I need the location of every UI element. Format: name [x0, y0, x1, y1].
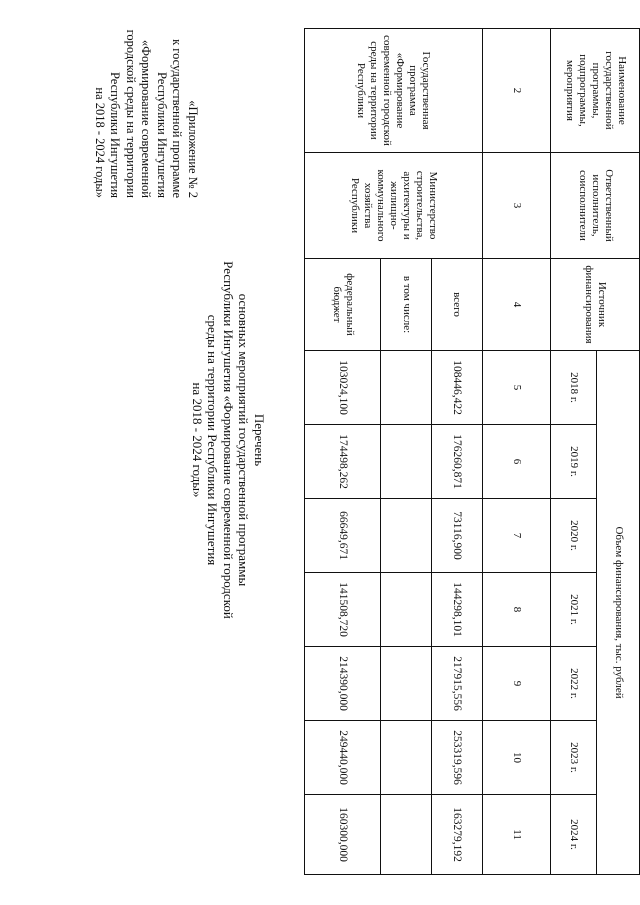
value-cell: 174498,262 [305, 425, 381, 499]
program-executor: Министерство строительства, архитектуры и жилищно-коммунального хозяйства Республики [305, 153, 483, 259]
document-title [190, 250, 268, 630]
col-number: 11 [482, 795, 551, 875]
value-cell [381, 795, 432, 875]
value-cell: 141508,720 [305, 573, 381, 647]
appendix-note [92, 28, 201, 198]
value-cell: 249440,000 [305, 721, 381, 795]
header-year-2021: 2021 г. [551, 573, 597, 647]
source-cell: федеральный бюджет [305, 259, 381, 351]
col-number: 5 [482, 351, 551, 425]
col-number: 8 [482, 573, 551, 647]
header-year-2023: 2023 г. [551, 721, 597, 795]
value-cell: 73116,900 [431, 499, 482, 573]
value-cell [381, 351, 432, 425]
value-cell [381, 499, 432, 573]
title-line: среды на территории Республики Ингушетия [205, 314, 221, 566]
value-cell: 163279,192 [431, 795, 482, 875]
col-number: 7 [482, 499, 551, 573]
appendix-line: Республики Ингушетия [155, 71, 169, 198]
value-cell: 66649,671 [305, 499, 381, 573]
header-year-2024: 2024 г. [551, 795, 597, 875]
header-year-2018: 2018 г. [551, 351, 597, 425]
value-cell [381, 425, 432, 499]
header-executor: Ответственный исполнитель, соисполнители [551, 153, 640, 259]
value-cell [381, 647, 432, 721]
title-line: на 2018 - 2024 годы» [190, 382, 205, 498]
value-cell: 144298,101 [431, 573, 482, 647]
appendix-line: городской среды на территории [124, 29, 138, 198]
col-number: 9 [482, 647, 551, 721]
source-cell: в том числе: [381, 259, 432, 351]
value-cell: 217915,556 [431, 647, 482, 721]
appendix-line: к государственной программе [170, 39, 185, 198]
value-cell: 108446,422 [431, 351, 482, 425]
appendix-line: на 2018 - 2024 годы» [93, 87, 107, 198]
header-year-2020: 2020 г. [551, 499, 597, 573]
appendix-line: «Формирование современной [139, 39, 154, 198]
value-cell: 253319,596 [431, 721, 482, 795]
header-source: Источник финансирования [551, 259, 640, 351]
value-cell: 176260,871 [431, 425, 482, 499]
header-funding-group: Объем финансирования, тыс. рублей [597, 351, 640, 875]
header-name: Наименование государственной программы, подпрограммы, мероприятия [551, 29, 640, 153]
source-cell: всего [431, 259, 482, 351]
value-cell: 103024,100 [305, 351, 381, 425]
funding-table [304, 28, 640, 875]
col-number: 2 [482, 29, 551, 153]
header-year-2022: 2022 г. [551, 647, 597, 721]
column-number-row [482, 29, 551, 875]
value-cell [381, 573, 432, 647]
value-cell: 160300,000 [305, 795, 381, 875]
appendix-line: «Приложение № 2 [186, 100, 200, 198]
table-row-total [431, 29, 482, 875]
title-line: Республики Ингушетия «Формирование современной городской [221, 261, 236, 619]
col-number: 10 [482, 721, 551, 795]
col-number: 6 [482, 425, 551, 499]
col-number: 3 [482, 153, 551, 259]
header-year-2019: 2019 г. [551, 425, 597, 499]
title-line: основных мероприятий государственной программы [236, 293, 252, 587]
value-cell: 214390,000 [305, 647, 381, 721]
col-number: 4 [482, 259, 551, 351]
value-cell [381, 721, 432, 795]
appendix-line: Республики Ингушетия [108, 71, 123, 198]
program-name: Государственная программа «Формирование современной городской среды на территории Республики [305, 29, 483, 153]
title-line: Перечень [252, 413, 267, 467]
